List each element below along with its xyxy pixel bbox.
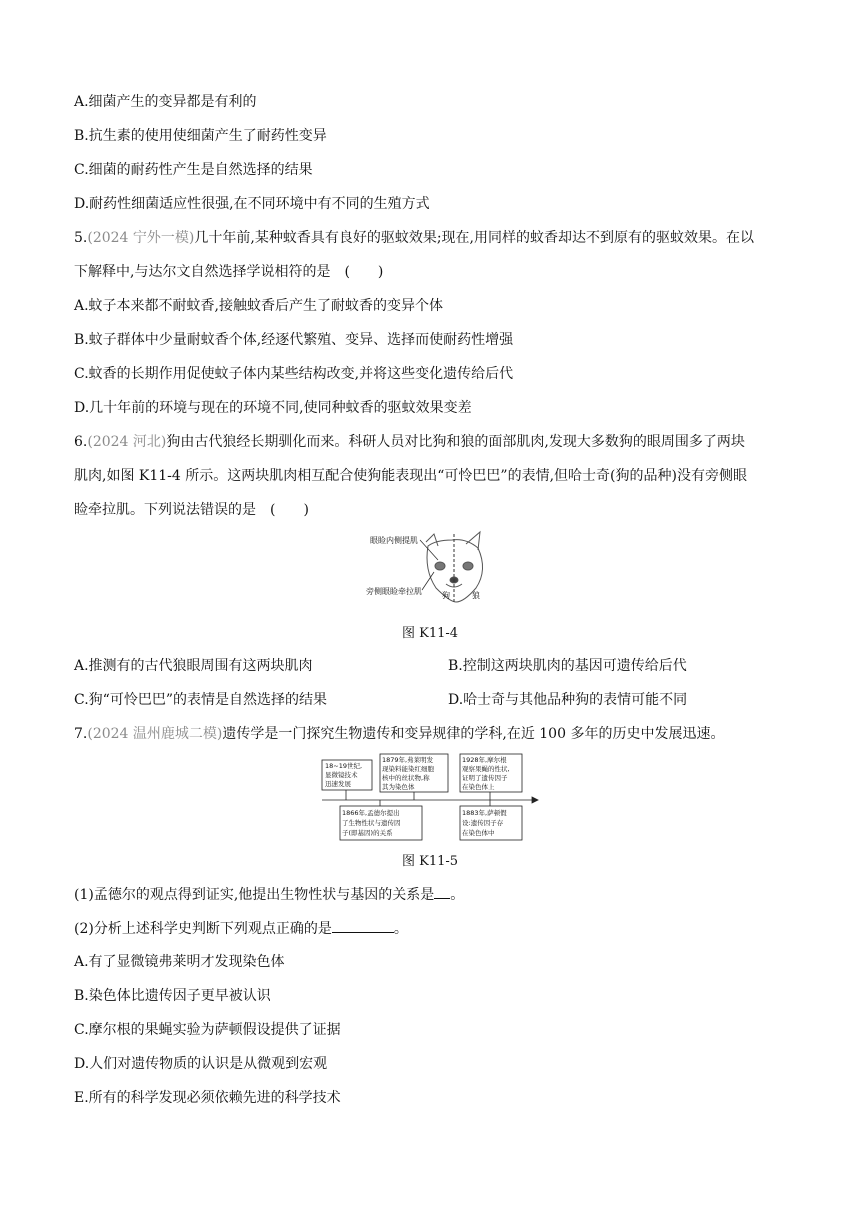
- figure-caption-k11-4: 图 K11-4: [401, 626, 459, 641]
- tl-top2-line2: 证明了遗传因子: [462, 774, 508, 782]
- tl-top1-line2: 核中的丝状物,称: [382, 774, 430, 782]
- q7-source: (2024 温州鹿城二模): [87, 726, 223, 742]
- q5-number: 5.: [74, 230, 88, 246]
- tl-bottom0-line0: 1866年,孟德尔提出: [342, 809, 400, 817]
- tl-top2-line3: 在染色体上: [462, 783, 495, 791]
- tl-bottom1-line0: 1883年,萨顿假: [462, 809, 507, 817]
- q6-stem-line2: 肌肉,如图 K11-4 所示。这两块肌肉相互配合使狗能表现出“可怜巴巴”的表情,但哈士奇(狗的品种)没有旁侧眼: [74, 468, 747, 484]
- q6-option-b: B.控制这两块肌肉的基因可遗传给后代: [448, 658, 687, 674]
- q7-option-a: A.有了显微镜弗莱明才发现染色体: [74, 954, 285, 970]
- tl-top1-line3: 其为染色体: [382, 783, 415, 791]
- q5-stem-line1: [74, 228, 754, 248]
- q7-option-e: E.所有的科学发现必须依赖先进的科学技术: [74, 1090, 341, 1106]
- figure-caption-k11-5: 图 K11-5: [401, 854, 459, 869]
- q7-option-d: D.人们对遗传物质的认识是从微观到宏观: [74, 1056, 328, 1072]
- q5-source: (2024 宁外一模): [87, 230, 195, 246]
- q6-option-a: A.推测有的古代狼眼周围有这两块肌肉: [74, 658, 313, 674]
- q7-stem-text: 遗传学是一门探究生物遗传和变异规律的学科,在近 100 多年的历史中发展迅速。: [222, 726, 725, 742]
- q7-sub1-text: (1)孟德尔的观点得到证实,他提出生物性状与基因的关系是: [74, 887, 435, 903]
- q7-sub2-suffix: 。: [393, 921, 408, 937]
- tl-top0-line2: 迅速发展: [325, 780, 351, 788]
- q6-option-c: C.狗“可怜巴巴”的表情是自然选择的结果: [74, 692, 327, 708]
- q6-stem-line3: 睑牵拉肌。下列说法错误的是 ( ): [74, 502, 309, 518]
- q4-option-d: D.耐药性细菌适应性很强,在不同环境中有不同的生殖方式: [74, 196, 430, 212]
- q6-option-d: D.哈士奇与其他品种狗的表情可能不同: [448, 692, 688, 708]
- q6-options-row1: [74, 656, 687, 676]
- q4-option-a: A.细菌产生的变异都是有利的: [74, 94, 257, 110]
- q6-stem-line1: [74, 432, 745, 452]
- tl-bottom0-line2: 子(即基因)的关系: [342, 829, 393, 837]
- q7-sub2-answer-blank[interactable]: [332, 918, 394, 933]
- q4-option-b: B.抗生素的使用使细菌产生了耐药性变异: [74, 128, 327, 144]
- label-wolf: 狼: [472, 591, 480, 600]
- q6-source: (2024 河北): [87, 434, 167, 450]
- tl-top1-line0: 1879年,弗莱明发: [382, 756, 434, 764]
- q5-option-b: B.蚊子群体中少量耐蚊香个体,经逐代繁殖、变异、选择而使耐药性增强: [74, 332, 514, 348]
- dog-wolf-face-figure: [366, 528, 496, 604]
- tl-top0-line1: 显微镜技术: [325, 771, 358, 779]
- q7-sub1-suffix: 。: [450, 887, 465, 903]
- tl-bottom1-line2: 在染色体中: [462, 829, 495, 837]
- q6-number: 6.: [74, 434, 88, 450]
- q7-sub2-text: (2)分析上述科学史判断下列观点正确的是: [74, 921, 332, 937]
- tl-top2-line0: 1928年,摩尔根: [462, 756, 507, 764]
- q7-option-c: C.摩尔根的果蝇实验为萨顿假设提供了证据: [74, 1022, 341, 1038]
- q7-number: 7.: [74, 726, 88, 742]
- q5-stem-text: 几十年前,某种蚊香具有良好的驱蚊效果;现在,用同样的蚊香却达不到原有的驱蚊效果。在以: [194, 230, 754, 246]
- q4-option-c: C.细菌的耐药性产生是自然选择的结果: [74, 162, 313, 178]
- label-lateral-retractor: 旁侧眼睑牵拉肌: [366, 587, 422, 596]
- q5-option-d: D.几十年前的环境与现在的环境不同,使同种蚊香的驱蚊效果变差: [74, 400, 472, 416]
- q7-sub2: [74, 918, 408, 939]
- genetics-timeline-figure: [318, 752, 540, 844]
- q7-sub1-answer-blank[interactable]: [434, 884, 450, 899]
- tl-bottom1-line1: 设:遗传因子存: [462, 819, 504, 827]
- tl-top2-line1: 观察果蝇的性状,: [462, 765, 510, 773]
- q5-stem-line2: 下解释中,与达尔文自然选择学说相符的是 ( ): [74, 264, 384, 280]
- tl-bottom0-line1: 了生物性状与遗传因: [342, 819, 401, 827]
- q5-option-c: C.蚊香的长期作用促使蚊子体内某些结构改变,并将这些变化遗传给后代: [74, 366, 514, 382]
- q7-sub1: [74, 884, 464, 905]
- q6-options-row2: [74, 690, 688, 710]
- q6-stem-text: 狗由古代狼经长期驯化而来。科研人员对比狗和狼的面部肌肉,发现大多数狗的眼周围多了两块: [166, 434, 745, 450]
- q7-stem: [74, 724, 724, 744]
- tl-top0-line0: 18~19世纪,: [325, 762, 363, 770]
- q7-option-b: B.染色体比遗传因子更早被认识: [74, 988, 271, 1004]
- label-medial-levator: 眼睑内侧提肌: [370, 536, 418, 545]
- label-dog: 狗: [442, 591, 450, 600]
- tl-top1-line1: 现染料能染红细胞: [382, 765, 434, 773]
- q5-option-a: A.蚊子本来都不耐蚊香,接触蚊香后产生了耐蚊香的变异个体: [74, 298, 444, 314]
